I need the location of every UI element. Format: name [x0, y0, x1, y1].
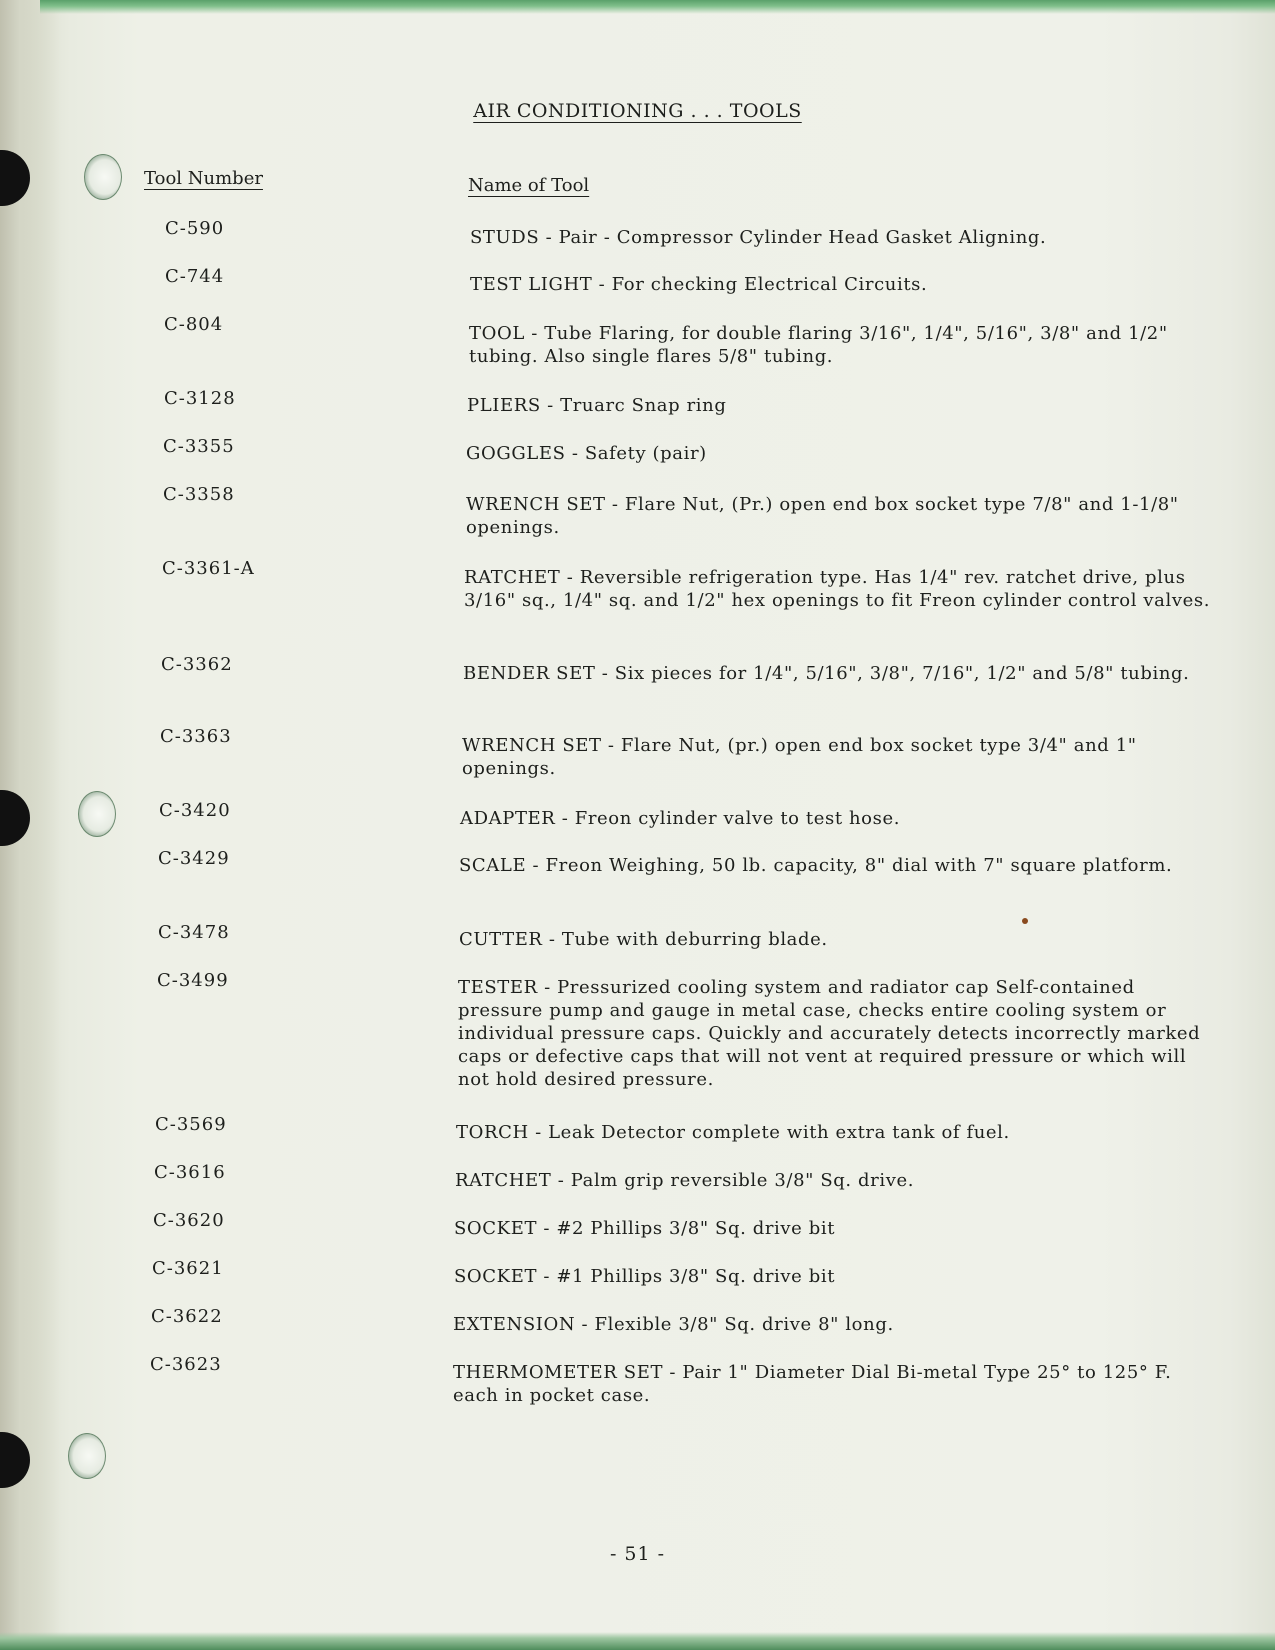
tool-description: TORCH - Leak Detector complete with extra tank of fuel.: [456, 1122, 1010, 1143]
tool-description: TOOL - Tube Flaring, for double flaring 3/16", 1/4", 5/16", 3/8" and 1/2" tubing. Also single flares 5/8" tubing.: [469, 323, 1168, 367]
tool-number: C-3420: [159, 800, 231, 821]
tool-number: C-744: [165, 266, 225, 287]
tool-description: TEST LIGHT - For checking Electrical Circuits.: [470, 274, 928, 295]
punch-hole: [84, 154, 122, 200]
tool-number: C-3362: [161, 654, 233, 675]
tool-number: C-3358: [163, 484, 235, 505]
tool-description: PLIERS - Truarc Snap ring: [467, 395, 727, 416]
tool-number: C-3355: [163, 436, 235, 457]
column-header-tool-number: Tool Number: [144, 168, 263, 189]
column-header-name-of-tool: Name of Tool: [468, 175, 590, 196]
tool-number: C-3616: [154, 1162, 226, 1183]
tool-number: C-3620: [153, 1210, 225, 1231]
tool-description: EXTENSION - Flexible 3/8" Sq. drive 8" long.: [453, 1314, 894, 1335]
punch-hole: [78, 791, 116, 837]
tool-description: WRENCH SET - Flare Nut, (pr.) open end box socket type 3/4" and 1" openings.: [462, 735, 1137, 779]
tool-description: ADAPTER - Freon cylinder valve to test hose.: [460, 808, 901, 829]
tool-description: RATCHET - Reversible refrigeration type. Has 1/4" rev. ratchet drive, plus 3/16" sq., 1/4" sq. and 1/2" hex openings to fit Freon cylinder control valves.: [464, 567, 1211, 611]
tool-number: C-3128: [164, 388, 236, 409]
tool-description: SOCKET - #1 Phillips 3/8" Sq. drive bit: [454, 1266, 836, 1287]
tool-number: C-3478: [158, 922, 230, 943]
tool-number: C-3363: [160, 726, 232, 747]
page-bottom-edge: [0, 1632, 1275, 1650]
tool-number: C-3621: [152, 1258, 224, 1279]
page-number: - 51 -: [609, 1543, 666, 1565]
tool-description: TESTER - Pressurized cooling system and radiator cap Self-contained pressure pump and gauge in metal case, checks entire cooling system or individual pressure caps. Quickly and accurately detects incorrectly marked caps or defective caps that will not vent at required pressure or which will not hold desired pressure.: [458, 977, 1201, 1090]
tool-description: RATCHET - Palm grip reversible 3/8" Sq. drive.: [455, 1170, 915, 1191]
punch-hole: [68, 1433, 106, 1479]
tool-number: C-804: [164, 314, 224, 335]
tool-number: C-3623: [150, 1354, 222, 1375]
tool-number: C-3499: [157, 970, 229, 991]
tool-number: C-3429: [158, 848, 230, 869]
tool-description: BENDER SET - Six pieces for 1/4", 5/16", 3/8", 7/16", 1/2" and 5/8" tubing.: [463, 663, 1190, 684]
paper-speck: [1022, 918, 1028, 924]
page-title: AIR CONDITIONING . . . TOOLS: [473, 100, 802, 122]
tool-description: SCALE - Freon Weighing, 50 lb. capacity, 8" dial with 7" square platform.: [459, 855, 1173, 876]
page-top-edge: [40, 0, 1275, 14]
tool-description: WRENCH SET - Flare Nut, (Pr.) open end box socket type 7/8" and 1-1/8" openings.: [466, 494, 1179, 538]
tool-number: C-3622: [151, 1306, 223, 1327]
tool-description: GOGGLES - Safety (pair): [466, 443, 707, 464]
tool-number: C-3361-A: [162, 558, 255, 579]
tool-description: STUDS - Pair - Compressor Cylinder Head Gasket Aligning.: [470, 227, 1047, 248]
tool-description: SOCKET - #2 Phillips 3/8" Sq. drive bit: [454, 1218, 836, 1239]
tool-description: CUTTER - Tube with deburring blade.: [459, 929, 828, 950]
tool-description: THERMOMETER SET - Pair 1" Diameter Dial Bi-metal Type 25° to 125° F. each in pocket case.: [453, 1362, 1172, 1406]
tool-number: C-590: [165, 218, 225, 239]
tool-number: C-3569: [155, 1114, 227, 1135]
